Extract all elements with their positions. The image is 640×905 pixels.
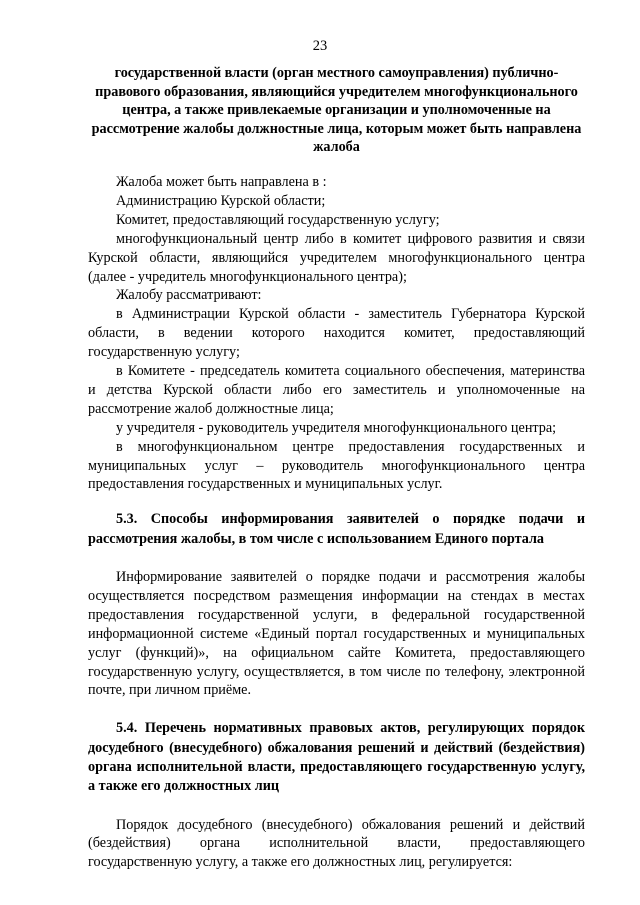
- complaint-paragraph: Администрацию Курской области;: [116, 192, 326, 209]
- complaint-paragraph: в Комитете - председатель комитета социального обеспечения, материнства и детства Курской области либо его заместитель и уполномоченные на рассмотрение жалоб должностные лица;: [88, 363, 585, 417]
- intro-heading: государственной власти (орган местного самоуправления) публично-правового образования, являющийся учредителем многофункционального центра, а также привлекаемые организации и уполномоченные на рассмотрение жалобы должностные лица, которым может быть направлена жалоба: [91, 65, 582, 156]
- section-5-4-text: Порядок досудебного (внесудебного) обжалования решений и действий (бездействия) органа исполнительной власти, предоставляющего государственную услугу, а также его должностных лиц, регулируется:: [88, 816, 585, 871]
- complaint-paragraph: у учредителя - руководитель учредителя многофункционального центра;: [116, 419, 557, 436]
- section-5-3-text: Информирование заявителей о порядке подачи и рассмотрения жалобы осуществляется посредством размещения информации на стендах в местах предоставления государственной услуги, в федеральной государственной информационной системе «Единый портал государственных и муниципальных услуг (функций)», на официальном сайте Комитета, предоставляющего государственную услугу, осуществляется, в том числе по телефону, электронной почте, при личном приёме.: [88, 568, 585, 699]
- complaint-paragraph: многофункциональный центр либо в комитет цифрового развития и связи Курской области, являющийся учредителем многофункционального центра (далее - учредитель многофункционального центра);: [88, 230, 585, 285]
- complaint-paragraph: Жалоба может быть направлена в :: [116, 173, 327, 190]
- section-5-3-heading: 5.3. Способы информирования заявителей о порядке подачи и рассмотрения жалобы, в том числе с использованием Единого портала: [88, 511, 585, 547]
- complaint-paragraph: в многофункциональном центре предоставления государственных и муниципальных услуг – руководитель многофункционального центра предоставления государственных и муниципальных услуг.: [88, 438, 585, 493]
- page-number: 23: [312, 38, 328, 54]
- complaint-paragraph: Жалобу рассматривают:: [116, 287, 262, 304]
- complaint-paragraph: Комитет, предоставляющий государственную услугу;: [116, 211, 440, 228]
- complaint-paragraph: в Администрации Курской области - заместитель Губернатора Курской области, в ведении которого находится комитет, предоставляющий государственную услугу;: [88, 306, 585, 361]
- page-content: [88, 64, 585, 872]
- section-5-4-heading: 5.4. Перечень нормативных правовых актов, регулирующих порядок досудебного (внесудебного) обжалования решений и действий (бездействия) органа исполнительной власти, предоставляющего государственную услугу, а также его должностных лиц: [88, 720, 585, 795]
